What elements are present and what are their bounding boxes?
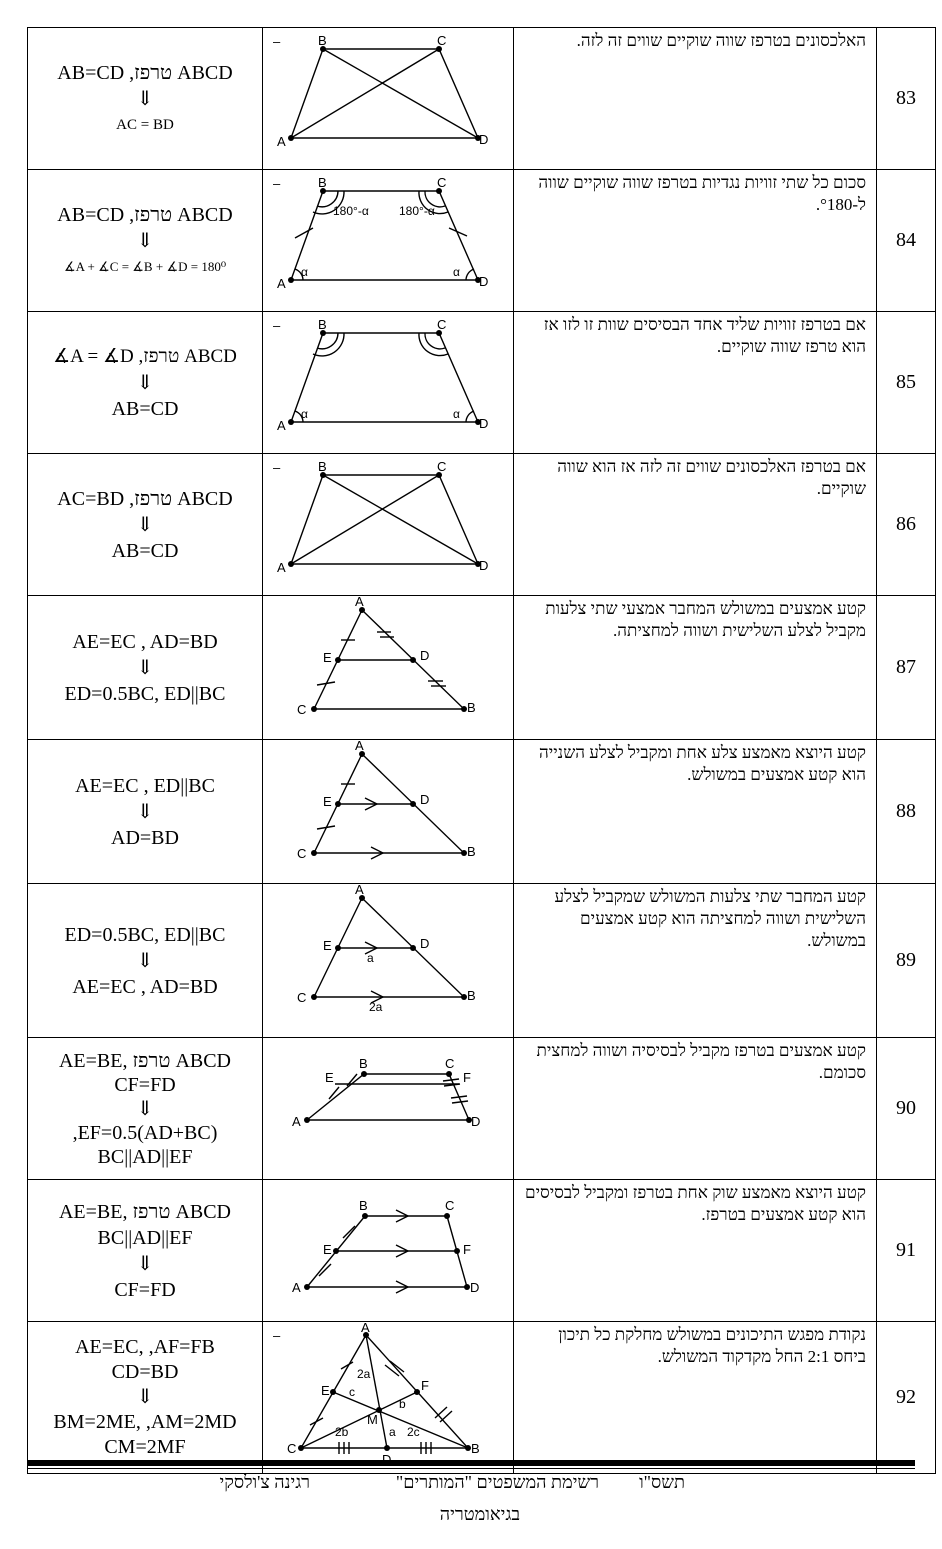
table-row xyxy=(28,596,936,740)
vertex-label-a: A xyxy=(292,1114,301,1129)
formula-line: ED=0.5BC, ED||BC xyxy=(64,682,226,705)
vertex-label-d: D xyxy=(420,648,430,663)
formula-line: CF=FD xyxy=(114,1073,176,1096)
implies-arrow: ⇓ xyxy=(136,371,154,394)
formula-line: AD=BD xyxy=(111,826,179,849)
statement-cell: נקודת מפגש התיכונים במשולש מחלקת כל תיכון ביחס 2:1 החל מקדקוד המשולש. xyxy=(514,1322,877,1474)
vertex-label-d: D xyxy=(420,936,430,951)
formula-line: CD=BD xyxy=(111,1361,179,1383)
vertex-label-c: C xyxy=(297,990,307,1005)
theorem-number: 87 xyxy=(877,596,936,740)
vertex-label-d: D xyxy=(479,558,489,573)
angle-alpha-label: α xyxy=(453,407,460,421)
theorem-number: 83 xyxy=(877,28,936,170)
figure-cell xyxy=(263,28,514,170)
vertex-label-f: F xyxy=(421,1378,429,1393)
trapezoid-parallel-figure xyxy=(263,1180,513,1316)
theorem-number: 86 xyxy=(877,454,936,596)
statement-cell: קטע המחבר שתי צלעות המשולש שמקביל לצלע השלישית ושווה למחציתה הוא קטע אמצעים במשולש. xyxy=(514,884,877,1038)
vertex-label-e: E xyxy=(323,650,332,665)
vertex-label-a: A xyxy=(277,418,286,433)
formula-line: BC||AD||EF xyxy=(97,1145,193,1168)
formula-cell xyxy=(28,1038,263,1180)
formula-cell xyxy=(28,1322,263,1474)
formula-line: AB=CD xyxy=(111,397,179,420)
dash-mark: – xyxy=(273,1328,281,1343)
implies-arrow: ⇓ xyxy=(136,1252,154,1275)
segment-label-b: b xyxy=(399,1397,406,1411)
statement-cell: קטע היוצא מאמצע שוק אחת בטרפז ומקביל לבסיסים הוא קטע אמצעים בטרפז. xyxy=(514,1180,877,1322)
vertex-label-a: A xyxy=(292,1280,301,1295)
figure-cell xyxy=(263,1038,514,1180)
vertex-label-a: A xyxy=(355,884,364,897)
statement-cell: האלכסונים בטרפז שווה שוקיים שווים זה לזה. xyxy=(514,28,877,170)
formula-cell xyxy=(28,740,263,884)
footer-rule xyxy=(27,1468,915,1469)
segment-label-2c: 2c xyxy=(407,1425,420,1439)
figure-cell xyxy=(263,170,514,312)
angle-label: 180°-α xyxy=(399,204,435,218)
formula-cell xyxy=(28,312,263,454)
formula-line: AB=CD xyxy=(111,539,179,562)
vertex-label-a: A xyxy=(277,134,286,149)
theorem-number: 88 xyxy=(877,740,936,884)
angle-alpha-label: α xyxy=(301,265,308,279)
formula-cell xyxy=(28,28,263,170)
formula-line: AE=EC , ED||BC xyxy=(75,774,215,797)
theorem-number: 92 xyxy=(877,1322,936,1474)
formula-line: AB=CD ,טרפז ABCD xyxy=(57,61,233,84)
formula-line: AE=BE, טרפז ABCD xyxy=(58,1200,232,1223)
formula-line: ∡A = ∡D ,טרפז ABCD xyxy=(53,345,237,367)
segment-label-a: a xyxy=(389,1425,396,1439)
vertex-label-b: B xyxy=(359,1056,368,1071)
vertex-label-e: E xyxy=(323,1242,332,1257)
table-row xyxy=(28,170,936,312)
table-row xyxy=(28,454,936,596)
formula-line: AC=BD ,טרפז ABCD xyxy=(57,487,233,510)
vertex-label-b: B xyxy=(318,317,327,332)
formula-line: ∡A + ∡C = ∡B + ∡D = 180⁰ xyxy=(63,258,227,274)
statement-cell: קטע אמצעים בטרפז מקביל לבסיסיה ושווה למחצית סכומם. xyxy=(514,1038,877,1180)
segment-label-2a: 2a xyxy=(369,1000,383,1014)
vertex-label-b: B xyxy=(318,33,327,48)
implies-arrow: ⇓ xyxy=(136,1386,154,1408)
footer-title: רשימת המשפטים "המותרים" xyxy=(395,1472,599,1492)
vertex-label-e: E xyxy=(325,1070,334,1085)
vertex-label-e: E xyxy=(323,938,332,953)
formula-cell xyxy=(28,596,263,740)
angle-alpha-label: α xyxy=(301,407,308,421)
implies-arrow: ⇓ xyxy=(136,656,154,679)
table-row xyxy=(28,1322,936,1474)
statement-cell: אם בטרפז האלכסונים שווים זה לזה אז הוא שווה שוקיים. xyxy=(514,454,877,596)
implies-arrow: ⇓ xyxy=(136,229,154,252)
vertex-label-c: C xyxy=(437,459,447,474)
figure-cell xyxy=(263,740,514,884)
dash-mark: – xyxy=(273,460,281,475)
triangle-midsegment-figure xyxy=(263,596,513,734)
centroid-label-m: M xyxy=(367,1412,378,1427)
vertex-label-b: B xyxy=(471,1441,480,1456)
formula-line: AE=EC , AD=BD xyxy=(72,630,218,653)
dash-mark: – xyxy=(273,318,281,333)
formula-line: ED=0.5BC, ED||BC xyxy=(64,923,226,946)
formula-line: AC = BD xyxy=(116,116,174,133)
formula-line: AB=CD ,טרפז ABCD xyxy=(57,203,233,226)
footer-year: תשס"ו xyxy=(639,1472,685,1492)
footer-rule xyxy=(27,1460,915,1466)
vertex-label-c: C xyxy=(437,175,447,190)
theorem-number: 84 xyxy=(877,170,936,312)
implies-arrow: ⇓ xyxy=(136,1097,154,1120)
segment-label-c: c xyxy=(349,1385,355,1399)
figure-cell xyxy=(263,454,514,596)
trapezoid-angles-figure xyxy=(263,170,513,306)
implies-arrow: ⇓ xyxy=(136,513,154,536)
vertex-label-f: F xyxy=(463,1242,471,1257)
vertex-label-f: F xyxy=(463,1070,471,1085)
vertex-label-b: B xyxy=(467,844,476,859)
vertex-label-e: E xyxy=(323,794,332,809)
vertex-label-c: C xyxy=(445,1198,455,1213)
formula-line: BM=2ME, ,AM=2MD xyxy=(53,1411,237,1433)
figure-cell xyxy=(263,596,514,740)
triangle-parallel-figure xyxy=(263,740,513,878)
vertex-label-c: C xyxy=(287,1441,297,1456)
vertex-label-d: D xyxy=(479,132,489,147)
trapezoid-diagonals-figure xyxy=(263,454,513,590)
vertex-label-d: D xyxy=(479,416,489,431)
triangle-medians-figure xyxy=(263,1322,513,1468)
vertex-label-c: C xyxy=(437,33,447,48)
formula-cell xyxy=(28,1180,263,1322)
formula-line: AE=BE, טרפז ABCD xyxy=(58,1049,232,1072)
segment-label-2a: 2a xyxy=(357,1367,371,1381)
table-row xyxy=(28,1038,936,1180)
theorem-number: 89 xyxy=(877,884,936,1038)
figure-cell xyxy=(263,1322,514,1474)
page-footer xyxy=(27,1460,915,1524)
formula-line: BC||AD||EF xyxy=(97,1226,193,1249)
vertex-label-b: B xyxy=(467,700,476,715)
dash-mark: – xyxy=(273,34,281,49)
figure-cell xyxy=(263,884,514,1038)
vertex-label-b: B xyxy=(318,459,327,474)
footer-subtitle: בגיאומטריה xyxy=(439,1504,520,1524)
trapezoid-diagonals-figure xyxy=(263,28,513,164)
theorems-table xyxy=(27,27,936,1474)
trapezoid-equal-angles-figure xyxy=(263,312,513,448)
formula-cell xyxy=(28,170,263,312)
formula-line: ,EF=0.5(AD+BC) xyxy=(72,1121,218,1144)
vertex-label-d: D xyxy=(471,1114,481,1129)
table-row xyxy=(28,884,936,1038)
vertex-label-c: C xyxy=(445,1056,455,1071)
vertex-label-a: A xyxy=(277,276,286,291)
table-row xyxy=(28,1180,936,1322)
statement-cell: סכום כל שתי זוויות נגדיות בטרפז שווה שוקיים שווה ל-°180. xyxy=(514,170,877,312)
formula-line: CF=FD xyxy=(114,1278,176,1301)
angle-label: 180°-α xyxy=(333,204,369,218)
triangle-half-parallel-figure xyxy=(263,884,513,1032)
table-row xyxy=(28,28,936,170)
formula-line: AE=EC, ,AF=FB xyxy=(75,1336,215,1358)
theorem-number: 91 xyxy=(877,1180,936,1322)
figure-cell xyxy=(263,1180,514,1322)
trapezoid-midsegment-figure xyxy=(263,1038,513,1174)
angle-alpha-label: α xyxy=(453,265,460,279)
vertex-label-a: A xyxy=(355,596,364,609)
vertex-label-b: B xyxy=(359,1198,368,1213)
vertex-label-c: C xyxy=(297,702,307,717)
statement-cell: קטע אמצעים במשולש המחבר אמצעי שתי צלעות מקביל לצלע השלישית ושווה למחציתה. xyxy=(514,596,877,740)
segment-label-a: a xyxy=(367,951,374,965)
statement-cell: קטע היוצא מאמצע צלע אחת ומקביל לצלע השנייה הוא קטע אמצעים במשולש. xyxy=(514,740,877,884)
vertex-label-d: D xyxy=(479,274,489,289)
implies-arrow: ⇓ xyxy=(136,87,154,110)
implies-arrow: ⇓ xyxy=(136,949,154,972)
vertex-label-d: D xyxy=(420,792,430,807)
segment-label-2b: 2b xyxy=(335,1425,349,1439)
formula-line: CM=2MF xyxy=(104,1436,186,1458)
vertex-label-e: E xyxy=(321,1383,330,1398)
implies-arrow: ⇓ xyxy=(136,800,154,823)
vertex-label-d: D xyxy=(470,1280,480,1295)
theorem-number: 90 xyxy=(877,1038,936,1180)
vertex-label-c: C xyxy=(437,317,447,332)
formula-line: AE=EC , AD=BD xyxy=(72,975,218,998)
statement-cell: אם בטרפז זוויות שליד אחד הבסיסים שוות זו לזו אז הוא טרפז שווה שוקיים. xyxy=(514,312,877,454)
dash-mark: – xyxy=(273,176,281,191)
table-row xyxy=(28,312,936,454)
vertex-label-a: A xyxy=(355,740,364,753)
vertex-label-a: A xyxy=(277,560,286,575)
formula-cell xyxy=(28,884,263,1038)
vertex-label-c: C xyxy=(297,846,307,861)
formula-cell xyxy=(28,454,263,596)
vertex-label-a: A xyxy=(361,1322,370,1335)
vertex-label-b: B xyxy=(467,988,476,1003)
table-row xyxy=(28,740,936,884)
footer-author: רגינה צ'ולסקי xyxy=(219,1472,310,1492)
figure-cell xyxy=(263,312,514,454)
theorem-number: 85 xyxy=(877,312,936,454)
vertex-label-b: B xyxy=(318,175,327,190)
